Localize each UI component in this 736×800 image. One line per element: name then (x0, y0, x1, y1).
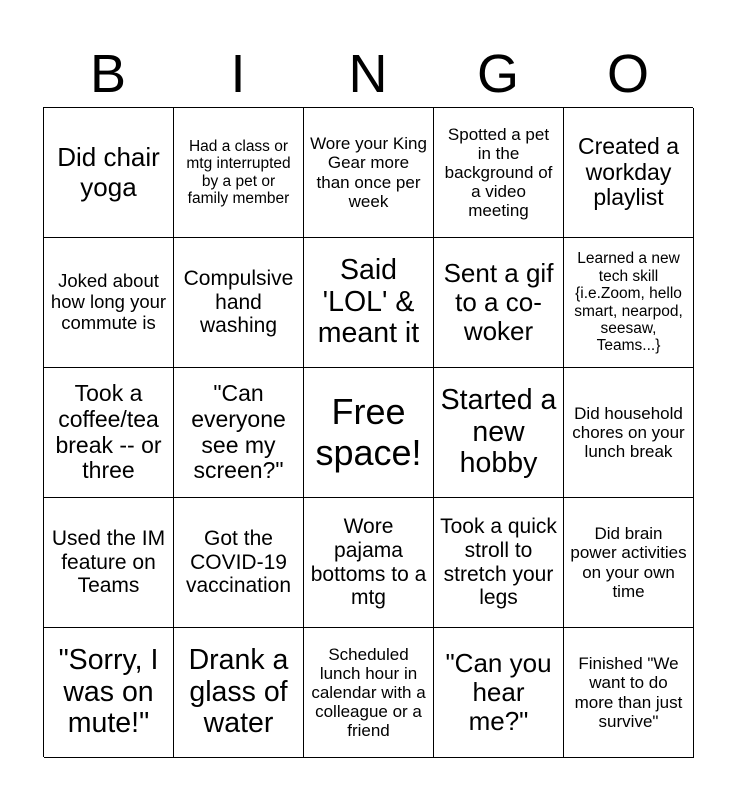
bingo-square[interactable]: Said 'LOL' & meant it (304, 238, 434, 368)
bingo-square[interactable]: Wore pajama bottoms to a mtg (304, 498, 434, 628)
bingo-square[interactable]: "Can everyone see my screen?" (174, 368, 304, 498)
free-space-square[interactable]: Free space! (304, 368, 434, 498)
header-letter-n: N (348, 44, 388, 104)
bingo-square[interactable]: Compulsive hand washing (174, 238, 304, 368)
bingo-square[interactable]: "Sorry, I was on mute!" (44, 628, 174, 758)
header-letter-i: I (230, 44, 246, 104)
bingo-square[interactable]: Had a class or mtg interrupted by a pet or family member (174, 108, 304, 238)
bingo-square[interactable]: Took a coffee/tea break -- or three (44, 368, 174, 498)
bingo-square[interactable]: Spotted a pet in the background of a video meeting (434, 108, 564, 238)
bingo-square[interactable]: Learned a new tech skill {i.e.Zoom, hello smart, nearpod, seesaw, Teams...} (564, 238, 694, 368)
bingo-square[interactable]: Finished "We want to do more than just survive" (564, 628, 694, 758)
bingo-square[interactable]: Joked about how long your commute is (44, 238, 174, 368)
bingo-square[interactable]: Sent a gif to a co-woker (434, 238, 564, 368)
bingo-square[interactable]: Got the COVID-19 vaccination (174, 498, 304, 628)
header-letter-g: G (476, 44, 519, 104)
header-letter-b: B (89, 44, 127, 104)
bingo-square[interactable]: Used the IM feature on Teams (44, 498, 174, 628)
header-letter-o: O (606, 44, 649, 104)
bingo-square[interactable]: Started a new hobby (434, 368, 564, 498)
bingo-square[interactable]: Took a quick stroll to stretch your legs (434, 498, 564, 628)
bingo-square[interactable]: Drank a glass of water (174, 628, 304, 758)
bingo-square[interactable]: Wore your King Gear more than once per week (304, 108, 434, 238)
bingo-square[interactable]: "Can you hear me?" (434, 628, 564, 758)
bingo-square[interactable]: Did brain power activities on your own time (564, 498, 694, 628)
bingo-square[interactable]: Created a workday playlist (564, 108, 694, 238)
bingo-square[interactable]: Did chair yoga (44, 108, 174, 238)
bingo-header (43, 40, 693, 108)
bingo-square[interactable]: Did household chores on your lunch break (564, 368, 694, 498)
bingo-card-grid (43, 107, 693, 757)
bingo-square[interactable]: Scheduled lunch hour in calendar with a colleague or a friend (304, 628, 434, 758)
